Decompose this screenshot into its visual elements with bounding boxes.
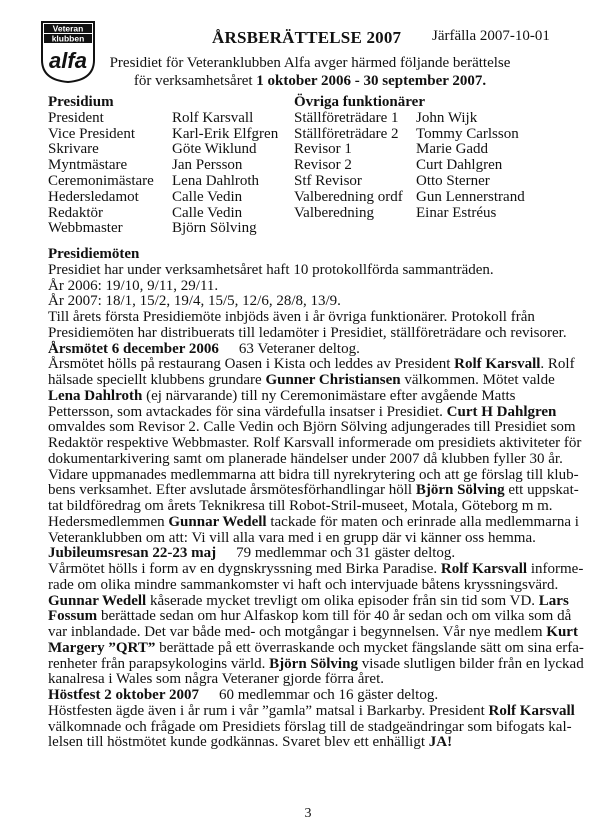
- role: Ställföreträdare 2: [294, 125, 399, 142]
- role: Skrivare: [48, 141, 99, 158]
- person-name: Rolf Karsvall: [172, 109, 254, 126]
- person-name: Calle Vedin: [172, 188, 243, 205]
- report-body: [48, 246, 584, 751]
- paragraph-line: lelsen till höstmötet kunde godkännas. Svaret blev ett enhälligt JA!: [48, 734, 453, 751]
- person-name: Calle Vedin: [172, 204, 243, 221]
- ovriga-names: [416, 95, 525, 221]
- paragraph-line: Vidare uppmanades medlemmarna att bidra till nyrekrytering och att ge förslag till klub-: [48, 466, 579, 483]
- paragraph-line: renheter från parapsykologins värld. Björn Sölving visade slutligen bilder från en lyckad: [48, 655, 584, 672]
- intro-line-1: Presidiet för Veteranklubben Alfa avger härmed följande berättelse: [109, 55, 511, 71]
- hostfest-heading-line: [48, 688, 568, 704]
- intro-period: 1 oktober 2006 - 30 september 2007.: [256, 73, 487, 89]
- person-name: Lena Dahlroth: [172, 172, 260, 189]
- role: Valberedning ordf: [294, 188, 403, 205]
- paragraph-line: var inblandade. Det var både med- och motgångar i begynnelsen. Vår nye medlem Kurt: [48, 624, 578, 640]
- person-name: Tommy Carlsson: [416, 125, 519, 142]
- presidium-roles: [48, 95, 154, 237]
- role: Webbmaster: [48, 220, 123, 237]
- paragraph-line: omvaldes som Revisor 2. Calle Vedin och Björn Sölving adjungerades till Presidiet som: [48, 419, 576, 436]
- paragraph-line: kanalresa i Wales som några Veteraner gjorde förra året.: [48, 671, 384, 688]
- role: Redaktör: [48, 204, 103, 221]
- ovriga-roles: [294, 95, 425, 221]
- paragraph-line: dokumentarkivering samt om planerade händelser under 2007 då klubben fyller 30 år.: [48, 450, 563, 467]
- page-number: 3: [304, 806, 312, 821]
- role: President: [48, 109, 104, 126]
- intro: [100, 54, 520, 90]
- paragraph-line: Hedersmedlemmen Gunnar Wedell tackade för maten och erinrade alla medlemmarna i: [48, 513, 579, 530]
- person-name: Marie Gadd: [416, 141, 489, 158]
- role: Revisor 1: [294, 141, 352, 158]
- veteranklubben-alfa-logo: [38, 20, 98, 84]
- paragraph-line: Veteranklubben om att: Vi vill alla vara med i en grupp där vi känner oss hemma.: [48, 529, 536, 546]
- person-name: Gun Lennerstrand: [416, 188, 525, 205]
- person-name: Jan Persson: [172, 157, 243, 174]
- role: Myntmästare: [48, 157, 128, 174]
- paragraph-line: välkomnade och frågade om Presidiets förslag till de stadgeändringar som bifogats kal-: [48, 718, 572, 735]
- role: Hedersledamot: [48, 188, 139, 205]
- arsmotet-attendance: 63 Veteraner deltog.: [238, 340, 360, 357]
- paragraph-line: Lena Dahlroth (ej närvarande) till ny Ceremonimästare efter avgående Matts: [48, 387, 516, 404]
- paragraph-line: Vårmötet hölls i form av en dygnskryssning med Birka Paradise. Rolf Karsvall informe-: [48, 561, 584, 577]
- person-name: Einar Estréus: [416, 204, 497, 221]
- person-name: Göte Wiklund: [172, 141, 257, 158]
- logo-text-veteran: Veteran: [52, 23, 84, 34]
- spacer: [172, 95, 278, 111]
- paragraph-line: Presidiet har under verksamhetsåret haft 10 protokollförda sammanträden.: [48, 261, 494, 278]
- paragraph-line: År 2007: 18/1, 15/2, 19/4, 15/5, 12/6, 28/8, 13/9.: [48, 293, 341, 310]
- person-name: Otto Sterner: [416, 172, 490, 189]
- spacer: [416, 95, 525, 111]
- role: Ceremonimästare: [48, 172, 154, 189]
- paragraph-line: Pettersson, som avtackades för sina värdefulla insatser i Presidiet. Curt H Dahlgren: [48, 403, 557, 420]
- paragraph-line: Margery ”QRT” berättade på ett överraskande och mycket fängslande sätt om sina erfa-: [48, 639, 584, 656]
- logo-text-alfa: alfa: [49, 48, 87, 73]
- presidiemoten-heading: Presidiemöten: [48, 246, 140, 262]
- document-title: ÅRSBERÄTTELSE 2007: [212, 28, 402, 47]
- paragraph-line: Till årets första Presidiemöte inbjöds även i år övriga funktionärer. Protokoll från: [48, 309, 535, 325]
- ovriga-heading: Övriga funktionärer: [294, 94, 425, 110]
- role: Vice President: [48, 125, 135, 142]
- role: Valberedning: [294, 204, 374, 221]
- person-name: Björn Sölving: [172, 220, 257, 237]
- paragraph-line: Fossum berättade sedan om hur Alfaskop kom till för 40 år sedan och om vilka som då: [48, 608, 572, 625]
- paragraph-line: tat bildföredrag om årets Teknikresa till Robot-Stril-museet, Motala, Göteborg m m.: [48, 498, 553, 514]
- role: Revisor 2: [294, 157, 352, 174]
- paragraph-line: År 2006: 19/10, 9/11, 29/11.: [48, 277, 219, 294]
- paragraph-line: Gunnar Wedell kåserade mycket trevligt om olika episoder från sin tid som VD. Lars: [48, 592, 569, 609]
- hostfest-attendance: 60 medlemmar och 16 gäster deltog.: [218, 687, 439, 703]
- paragraph-line: bens verksamhet. Efter avslutade årsmötesförhandlingar höll Björn Sölving ett uppskat-: [48, 482, 579, 499]
- presidium-names: [172, 95, 278, 237]
- paragraph-line: Redaktör respektive Webbmaster. Rolf Karsvall informerade om presidiets aktiviteter för: [48, 435, 582, 451]
- person-name: John Wijk: [416, 109, 478, 126]
- paragraph-line: Presidiemöten har distribuerats till ledamöter i Presidiet, ställföreträdare och revisorer.: [48, 324, 567, 341]
- role: Ställföreträdare 1: [294, 109, 399, 126]
- jubileum-attendance: 79 medlemmar och 31 gäster deltog.: [236, 545, 456, 562]
- jubileum-heading-line: [48, 546, 568, 562]
- dateline: Järfälla 2007-10-01: [432, 28, 550, 44]
- arsmotet-heading: Årsmötet 6 december 2006: [48, 340, 219, 357]
- paragraph-line: Höstfesten ägde även i år rum i vår ”gamla” matsal i Barkarby. President Rolf Karsvall: [48, 702, 575, 719]
- presidium-heading: Presidium: [48, 94, 114, 110]
- paragraph-line: rade om olika mindre sammankomster vi haft och intervjuade båtens kryssningsvärd.: [48, 576, 559, 593]
- paragraph-line: hälsade speciellt klubbens grundare Gunner Christiansen välkommen. Mötet valde: [48, 372, 555, 388]
- arsmotet-heading-line: [48, 342, 568, 358]
- jubileum-heading: Jubileumsresan 22-23 maj: [48, 545, 217, 562]
- person-name: Karl-Erik Elfgren: [172, 125, 279, 142]
- role: Stf Revisor: [294, 172, 362, 189]
- logo-text-klubben: klubben: [51, 33, 85, 44]
- paragraph-line: Årsmötet hölls på restaurang Oasen i Kista och leddes av President Rolf Karsvall. Rolf: [48, 356, 575, 373]
- hostfest-heading: Höstfest 2 oktober 2007: [48, 687, 199, 703]
- person-name: Curt Dahlgren: [416, 157, 503, 174]
- intro-line-2-text: för verksamhetsåret: [133, 73, 257, 89]
- intro-line-2: [100, 72, 520, 90]
